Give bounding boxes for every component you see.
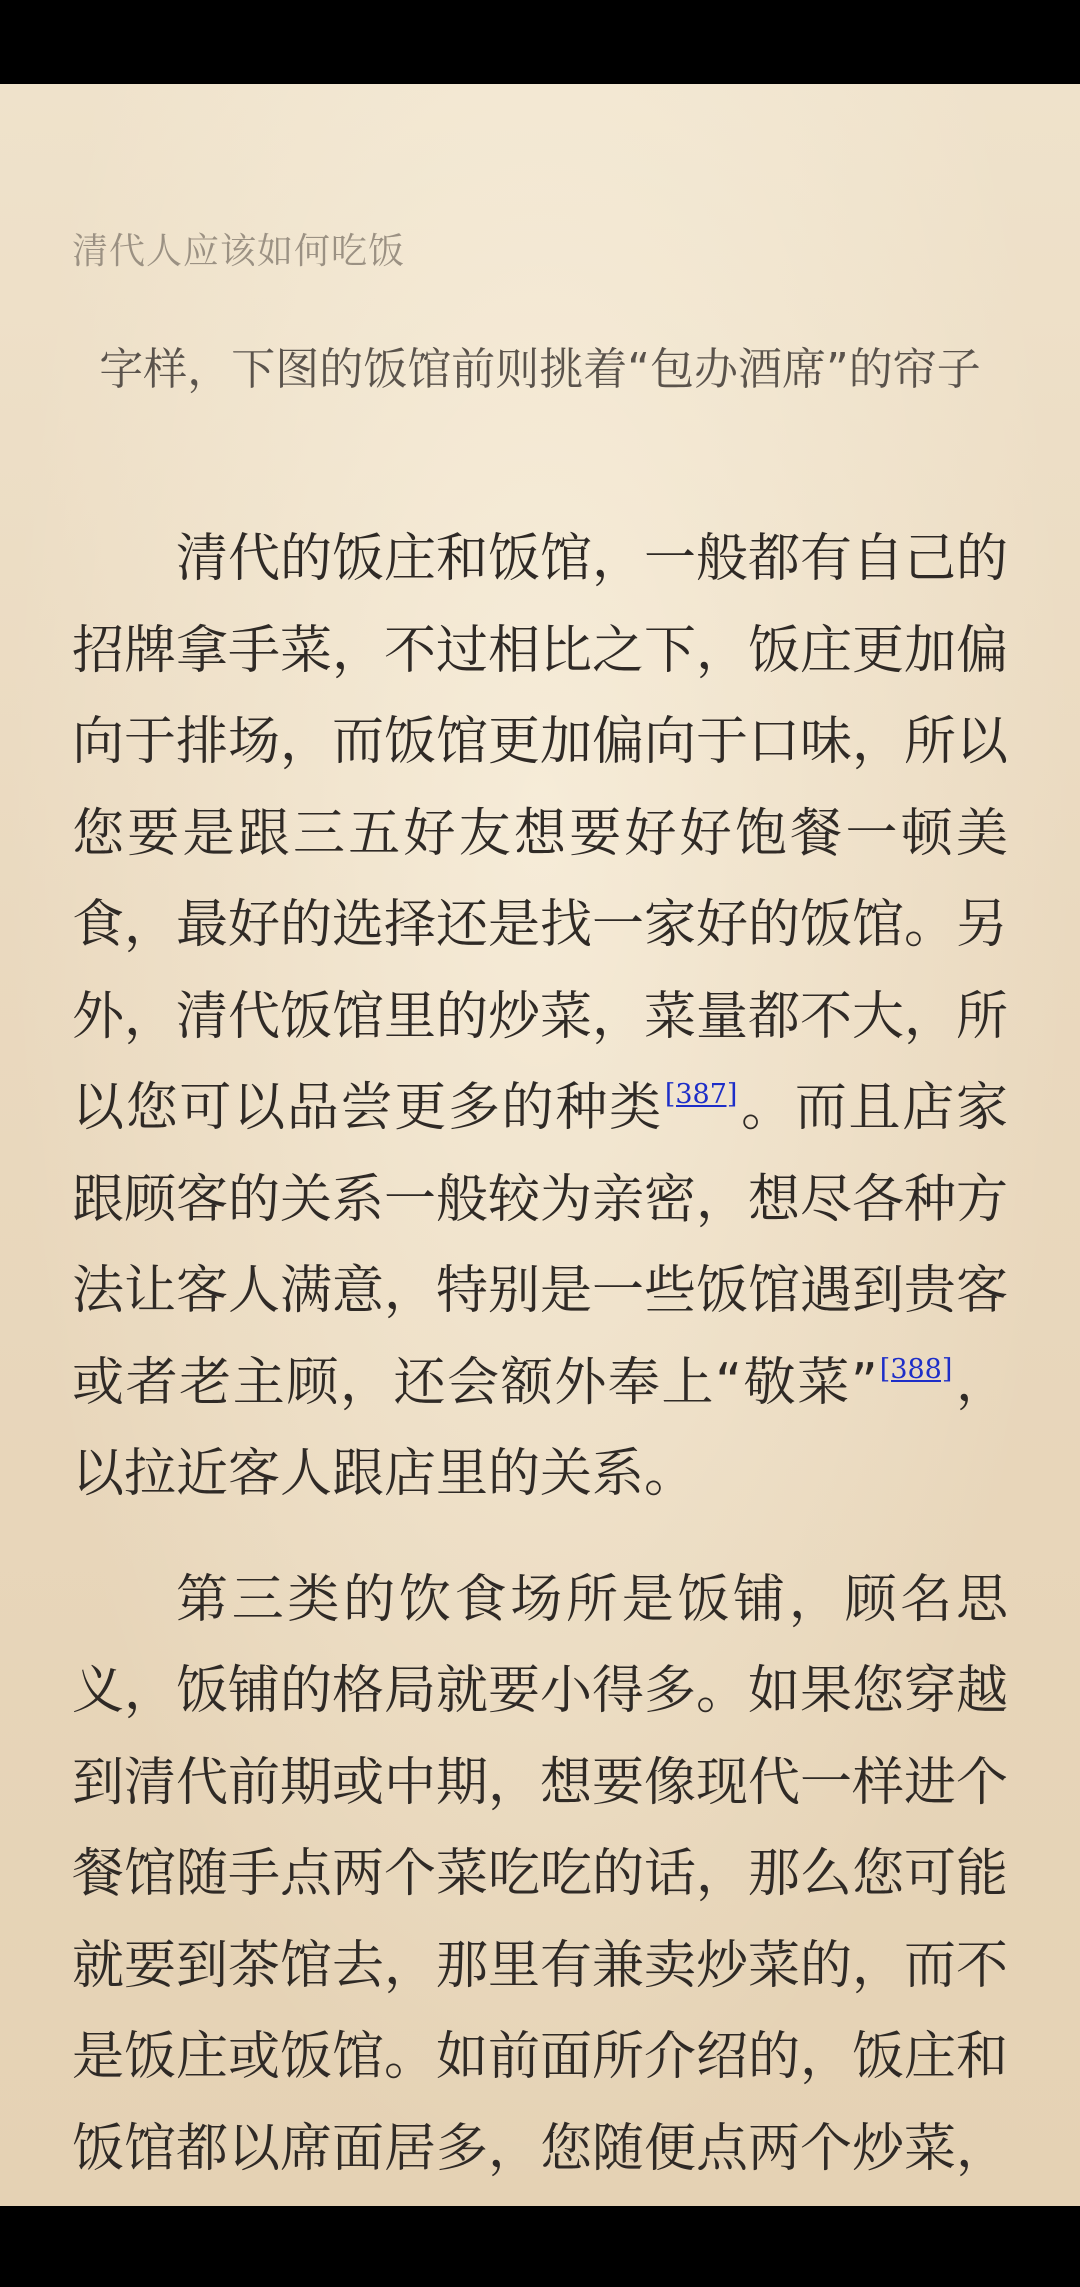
paragraph-text: ，以拉近客人跟店里的关系。	[72, 1352, 1008, 1504]
running-header: 清代人应该如何吃饭	[72, 231, 406, 272]
paragraph-text: 第三类的饮食场所是饭铺，顾名思义，饭铺的格局就要小得多。如果您穿越到清代前期或中期，想要像现代一样进个餐馆随手点两个菜吃吃的话，那么您可能就要到茶馆去，那里有兼卖炒菜的，而不是饭庄或饭馆。如前面所介绍的，饭庄和饭馆都以席面居多，您随便点两个炒菜，	[72, 1569, 1009, 2179]
status-bar	[0, 0, 1080, 84]
figure-caption: 字样，下图的饭馆前则挑着“包办酒席”的帘子	[99, 344, 981, 395]
navigation-bar	[0, 2206, 1080, 2280]
paragraph	[72, 1555, 1008, 2287]
paragraph	[72, 514, 1008, 1521]
footnote-link-387[interactable]: [387]	[664, 1079, 738, 1110]
reader-page[interactable]	[0, 84, 1080, 2206]
paragraph-text: 清代的饭庄和饭馆，一般都有自己的招牌拿手菜，不过相比之下，饭庄更加偏向于排场，而饭馆更加偏向于口味，所以您要是跟三五好友想要好好饱餐一顿美食，最好的选择还是找一家好的饭馆。另外，清代饭馆里的炒菜，菜量都不大，所以您可以品尝更多的种类	[72, 529, 1009, 1138]
footnote-link-388[interactable]: [388]	[879, 1353, 953, 1385]
paragraph-text: 。而且店家跟顾客的关系一般较为亲密，想尽各种方法让客人满意，特别是一些饭馆遇到贵客或者老主顾，还会额外奉上“敬菜”	[72, 1078, 1009, 1413]
body-text	[72, 514, 1008, 2287]
